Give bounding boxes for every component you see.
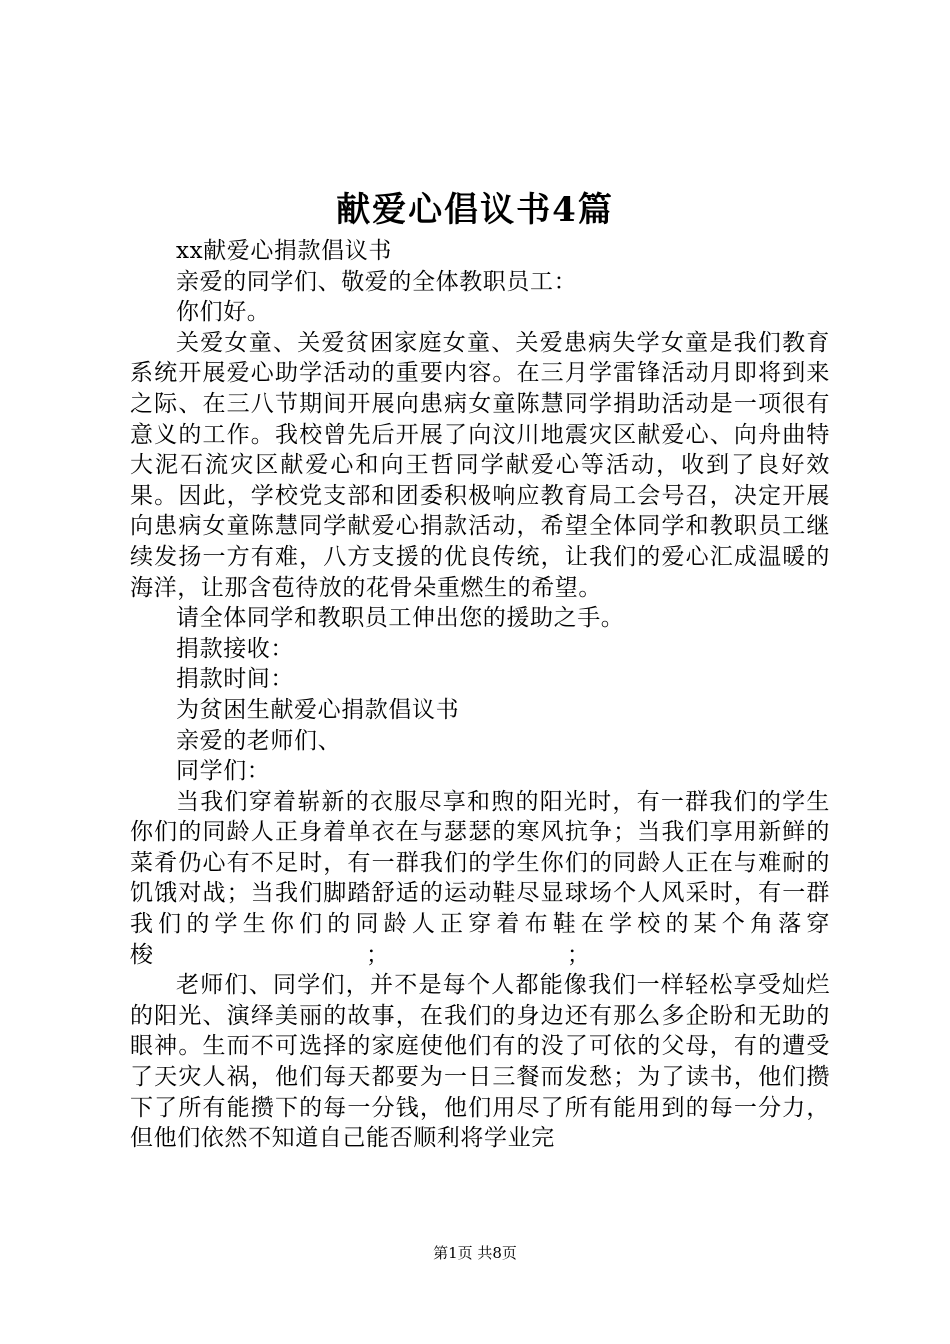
paragraph: 同学们： bbox=[176, 758, 271, 785]
document-title: 献爱心倡议书4篇 bbox=[336, 190, 614, 230]
paragraph: 当我们穿着崭新的衣服尽享和煦的阳光时，有一群我们的学生你们的同龄人正身着单衣在与瑟瑟的寒风抗争；当我们享用新鲜的菜肴仍心有不足时，有一群我们的学生你们的同龄人正在与难耐的饥饿对战；当我们脚踏舒适的运动鞋尽显球场个人风采时，有一群我们的学生你们的同龄人正穿着布鞋在学校的某个角落穿梭 ； ； bbox=[130, 788, 830, 968]
document-body bbox=[130, 236, 830, 1154]
page-footer: 第1页 共8页 bbox=[433, 1244, 517, 1262]
paragraph: 亲爱的老师们、 bbox=[176, 727, 342, 754]
paragraph: 捐款接收： bbox=[176, 635, 294, 662]
paragraph: 亲爱的同学们、敬爱的全体教职员工： bbox=[176, 268, 578, 295]
paragraph: xx献爱心捐款倡议书 bbox=[176, 238, 392, 264]
paragraph: 老师们、同学们，并不是每个人都能像我们一样轻松享受灿烂的阳光、演绎美丽的故事，在我们的身边还有那么多企盼和无助的眼神。生而不可选择的家庭使他们有的没了可依的父母，有的遭受了天灾人祸，他们每天都要为一日三餐而发愁；为了读书，他们攒下了所有能攒下的每一分钱，他们用尽了所有能用到的每一分力，但他们依然不知道自己能否顺利将学业完 bbox=[130, 972, 830, 1152]
paragraph: 为贫困生献爱心捐款倡议书 bbox=[176, 696, 460, 723]
paragraph: 请全体同学和教职员工伸出您的援助之手。 bbox=[176, 605, 625, 632]
paragraph: 你们好。 bbox=[176, 299, 271, 326]
paragraph: 关爱女童、关爱贫困家庭女童、关爱患病失学女童是我们教育系统开展爱心助学活动的重要内容。在三月学雷锋活动月即将到来之际、在三八节期间开展向患病女童陈慧同学捐助活动是一项很有意义的工作。我校曾先后开展了向汶川地震灾区献爱心、向舟曲特大泥石流灾区献爱心和向王哲同学献爱心等活动，收到了良好效果。因此，学校党支部和团委积极响应教育局工会号召，决定开展向患病女童陈慧同学献爱心捐款活动，希望全体同学和教职员工继续发扬一方有难，八方支援的优良传统，让我们的爱心汇成温暖的海洋，让那含苞待放的花骨朵重燃生的希望。 bbox=[130, 329, 830, 601]
paragraph: 捐款时间： bbox=[176, 666, 294, 693]
